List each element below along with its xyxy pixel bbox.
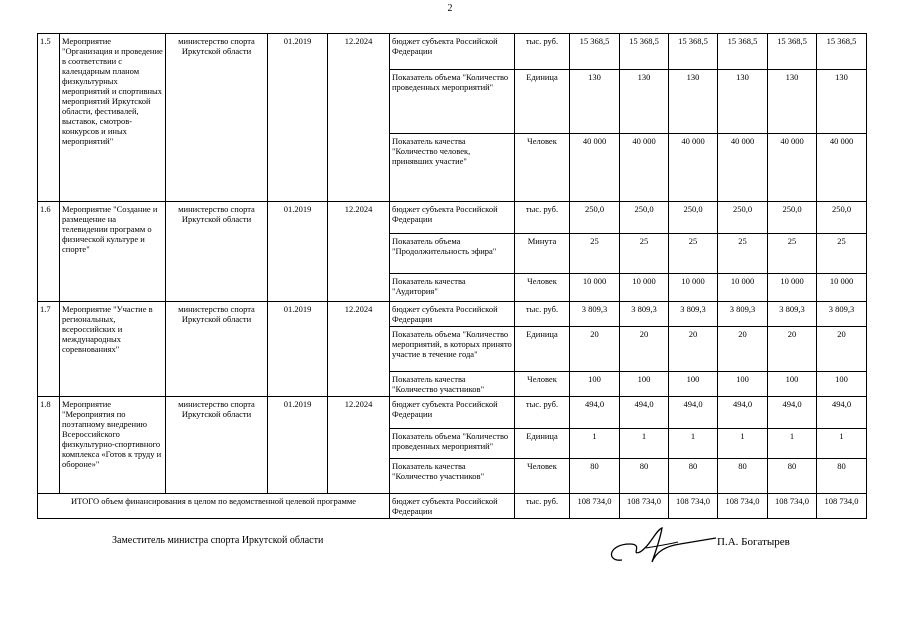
value-cell: 1 [768, 429, 817, 459]
total-value: 108 734,0 [718, 494, 768, 519]
value-cell: 80 [669, 459, 718, 494]
activity-name: Мероприятие "Участие в региональных, всероссийских и международных соревнованиях" [60, 302, 166, 397]
indicator-label: Показатель качества "Количество участников" [390, 459, 515, 494]
value-cell: 15 368,5 [669, 34, 718, 70]
value-cell: 40 000 [817, 134, 867, 202]
value-cell: 494,0 [817, 397, 867, 429]
program-table [37, 33, 867, 519]
value-cell: 3 809,3 [620, 302, 669, 327]
page-number: 2 [447, 3, 453, 14]
value-cell: 100 [669, 372, 718, 397]
value-cell: 25 [669, 234, 718, 274]
table-row [38, 397, 867, 429]
value-cell: 80 [817, 459, 867, 494]
total-row [38, 494, 867, 519]
start-date: 01.2019 [268, 302, 328, 397]
value-cell: 3 809,3 [817, 302, 867, 327]
value-cell: 40 000 [718, 134, 768, 202]
end-date: 12.2024 [328, 302, 390, 397]
value-cell: 100 [817, 372, 867, 397]
value-cell: 1 [570, 429, 620, 459]
total-value: 108 734,0 [570, 494, 620, 519]
value-cell: 10 000 [620, 274, 669, 302]
value-cell: 130 [718, 70, 768, 134]
value-cell: 494,0 [718, 397, 768, 429]
value-cell: 494,0 [669, 397, 718, 429]
signer-position: Заместитель министра спорта Иркутской области [112, 535, 324, 546]
indicator-label: Показатель объема "Количество проведенных мероприятий" [390, 429, 515, 459]
executor: министерство спорта Иркутской области [166, 34, 268, 202]
unit: Единица [515, 70, 570, 134]
total-value: 108 734,0 [817, 494, 867, 519]
signer-name: П.А. Богатырев [717, 536, 790, 548]
value-cell: 3 809,3 [768, 302, 817, 327]
value-cell: 15 368,5 [620, 34, 669, 70]
end-date: 12.2024 [328, 34, 390, 202]
value-cell: 40 000 [620, 134, 669, 202]
indicator-label: бюджет субъекта Российской Федерации [390, 34, 515, 70]
unit: тыс. руб. [515, 302, 570, 327]
value-cell: 80 [620, 459, 669, 494]
value-cell: 20 [620, 327, 669, 372]
value-cell: 80 [570, 459, 620, 494]
indicator-label: Показатель качества "Количество человек, принявших участие" [390, 134, 515, 202]
value-cell: 10 000 [817, 274, 867, 302]
value-cell: 250,0 [817, 202, 867, 234]
table-body [38, 34, 867, 519]
value-cell: 80 [718, 459, 768, 494]
value-cell: 20 [817, 327, 867, 372]
value-cell: 1 [669, 429, 718, 459]
row-number: 1.6 [38, 202, 60, 302]
value-cell: 250,0 [718, 202, 768, 234]
value-cell: 3 809,3 [669, 302, 718, 327]
indicator-label: бюджет субъекта Российской Федерации [390, 202, 515, 234]
value-cell: 130 [570, 70, 620, 134]
value-cell: 25 [817, 234, 867, 274]
value-cell: 250,0 [669, 202, 718, 234]
indicator-label: бюджет субъекта Российской Федерации [390, 302, 515, 327]
start-date: 01.2019 [268, 202, 328, 302]
start-date: 01.2019 [268, 34, 328, 202]
activity-name: Мероприятие "Мероприятия по поэтапному внедрению Всероссийского физкультурно-спортивного комплекса «Готов к труду и обороне»" [60, 397, 166, 494]
value-cell: 25 [620, 234, 669, 274]
indicator-label: Показатель объема "Продолжительность эфира" [390, 234, 515, 274]
value-cell: 250,0 [768, 202, 817, 234]
indicator-label: Показатель качества "Количество участников" [390, 372, 515, 397]
value-cell: 130 [817, 70, 867, 134]
value-cell: 100 [768, 372, 817, 397]
end-date: 12.2024 [328, 397, 390, 494]
value-cell: 100 [570, 372, 620, 397]
value-cell: 20 [768, 327, 817, 372]
total-value: 108 734,0 [669, 494, 718, 519]
indicator-label: Показатель качества "Аудитория" [390, 274, 515, 302]
row-number: 1.5 [38, 34, 60, 202]
value-cell: 10 000 [718, 274, 768, 302]
value-cell: 25 [768, 234, 817, 274]
value-cell: 10 000 [570, 274, 620, 302]
value-cell: 40 000 [669, 134, 718, 202]
unit: Минута [515, 234, 570, 274]
end-date: 12.2024 [328, 202, 390, 302]
value-cell: 250,0 [620, 202, 669, 234]
total-label: ИТОГО объем финансирования в целом по ведомственной целевой программе [38, 494, 390, 519]
unit: Человек [515, 459, 570, 494]
total-value: 108 734,0 [620, 494, 669, 519]
start-date: 01.2019 [268, 397, 328, 494]
value-cell: 1 [620, 429, 669, 459]
value-cell: 10 000 [669, 274, 718, 302]
value-cell: 80 [768, 459, 817, 494]
value-cell: 25 [718, 234, 768, 274]
value-cell: 130 [669, 70, 718, 134]
executor: министерство спорта Иркутской области [166, 202, 268, 302]
unit: Единица [515, 327, 570, 372]
unit: тыс. руб. [515, 397, 570, 429]
row-number: 1.7 [38, 302, 60, 397]
indicator-label: Показатель объема "Количество мероприятий, в которых принято участие в течение года" [390, 327, 515, 372]
value-cell: 25 [570, 234, 620, 274]
table-row [38, 34, 867, 70]
value-cell: 250,0 [570, 202, 620, 234]
indicator-label: бюджет субъекта Российской Федерации [390, 397, 515, 429]
value-cell: 3 809,3 [718, 302, 768, 327]
unit: тыс. руб. [515, 202, 570, 234]
value-cell: 40 000 [570, 134, 620, 202]
table-row [38, 302, 867, 327]
executor: министерство спорта Иркутской области [166, 397, 268, 494]
value-cell: 3 809,3 [570, 302, 620, 327]
value-cell: 20 [718, 327, 768, 372]
value-cell: 10 000 [768, 274, 817, 302]
value-cell: 15 368,5 [768, 34, 817, 70]
value-cell: 15 368,5 [570, 34, 620, 70]
total-value: 108 734,0 [768, 494, 817, 519]
unit: тыс. руб. [515, 34, 570, 70]
executor: министерство спорта Иркутской области [166, 302, 268, 397]
value-cell: 130 [768, 70, 817, 134]
value-cell: 494,0 [570, 397, 620, 429]
total-source: бюджет субъекта Российской Федерации [390, 494, 515, 519]
value-cell: 1 [817, 429, 867, 459]
value-cell: 494,0 [768, 397, 817, 429]
unit: Человек [515, 274, 570, 302]
unit: Человек [515, 372, 570, 397]
value-cell: 1 [718, 429, 768, 459]
handwritten-signature [600, 522, 720, 572]
indicator-label: Показатель объема "Количество проведенных мероприятий" [390, 70, 515, 134]
value-cell: 100 [620, 372, 669, 397]
value-cell: 100 [718, 372, 768, 397]
value-cell: 130 [620, 70, 669, 134]
value-cell: 20 [669, 327, 718, 372]
value-cell: 15 368,5 [817, 34, 867, 70]
row-number: 1.8 [38, 397, 60, 494]
unit: Человек [515, 134, 570, 202]
table-row [38, 202, 867, 234]
total-unit: тыс. руб. [515, 494, 570, 519]
value-cell: 40 000 [768, 134, 817, 202]
unit: Единица [515, 429, 570, 459]
value-cell: 494,0 [620, 397, 669, 429]
activity-name: Мероприятие "Организация и проведение в соответствии с календарным планом физкультурных мероприятий и спортивных мероприятий Иркутской области, фестивалей, выставок, смотров-конкурсов и иных мероприятий" [60, 34, 166, 202]
value-cell: 15 368,5 [718, 34, 768, 70]
activity-name: Мероприятие "Создание и размещение на телевидении программ о физической культуре и спорте" [60, 202, 166, 302]
value-cell: 20 [570, 327, 620, 372]
